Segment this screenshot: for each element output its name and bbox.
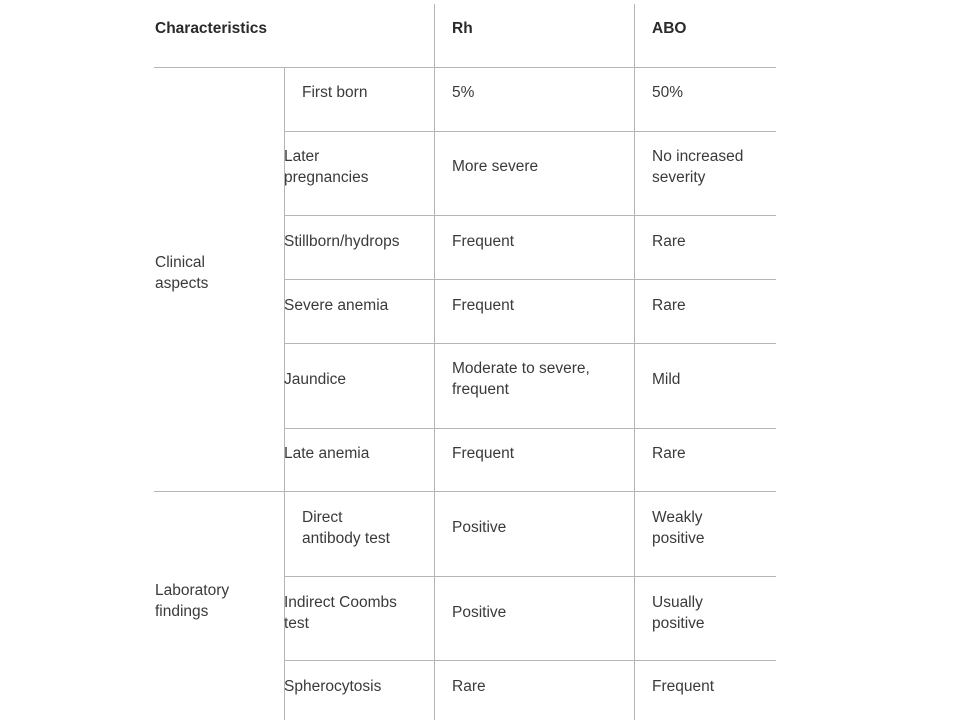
row-label-direct-antibody-test: Direct antibody test [302, 509, 390, 547]
row-label-jaundice: Jaundice [284, 371, 347, 388]
header-abo: ABO [652, 20, 687, 37]
abo-indirect-coombs-test: Usually positive [652, 594, 705, 632]
row-label-spherocytosis: Spherocytosis [284, 678, 382, 695]
row-label-first-born: First born [302, 84, 368, 101]
column-divider [434, 4, 435, 720]
column-divider [634, 4, 635, 720]
group-clinical-aspects: Clinical aspects [155, 254, 209, 292]
row-divider [154, 67, 776, 68]
rh-direct-antibody-test: Positive [452, 519, 507, 536]
row-label-severe-anemia: Severe anemia [284, 297, 389, 314]
abo-later-pregnancies: No increased severity [652, 148, 744, 186]
abo-late-anemia: Rare [652, 445, 686, 462]
header-rh: Rh [452, 20, 473, 37]
row-divider [284, 343, 776, 344]
row-divider [284, 576, 776, 577]
row-label-later-pregnancies: Later pregnancies [284, 148, 369, 186]
comparison-table [154, 0, 776, 720]
rh-late-anemia: Frequent [452, 445, 515, 462]
rh-stillborn-hydrops: Frequent [452, 233, 515, 250]
rh-indirect-coombs-test: Positive [452, 604, 507, 621]
row-divider [284, 131, 776, 132]
group-laboratory-findings: Laboratory findings [155, 582, 230, 620]
abo-first-born: 50% [652, 84, 684, 101]
abo-stillborn-hydrops: Rare [652, 233, 686, 250]
row-divider [284, 660, 776, 661]
row-label-indirect-coombs-test: Indirect Coombs test [284, 594, 397, 632]
row-divider [154, 491, 776, 492]
rh-severe-anemia: Frequent [452, 297, 515, 314]
abo-severe-anemia: Rare [652, 297, 686, 314]
row-divider [284, 215, 776, 216]
rh-jaundice: Moderate to severe, frequent [452, 360, 590, 398]
rh-spherocytosis: Rare [452, 678, 486, 695]
row-divider [284, 279, 776, 280]
row-label-stillborn-hydrops: Stillborn/hydrops [284, 233, 400, 250]
abo-jaundice: Mild [652, 371, 681, 388]
rh-first-born: 5% [452, 84, 475, 101]
row-label-late-anemia: Late anemia [284, 445, 370, 462]
row-divider [284, 428, 776, 429]
rh-later-pregnancies: More severe [452, 158, 539, 175]
abo-spherocytosis: Frequent [652, 678, 715, 695]
header-characteristics: Characteristics [155, 20, 268, 37]
abo-direct-antibody-test: Weakly positive [652, 509, 705, 547]
